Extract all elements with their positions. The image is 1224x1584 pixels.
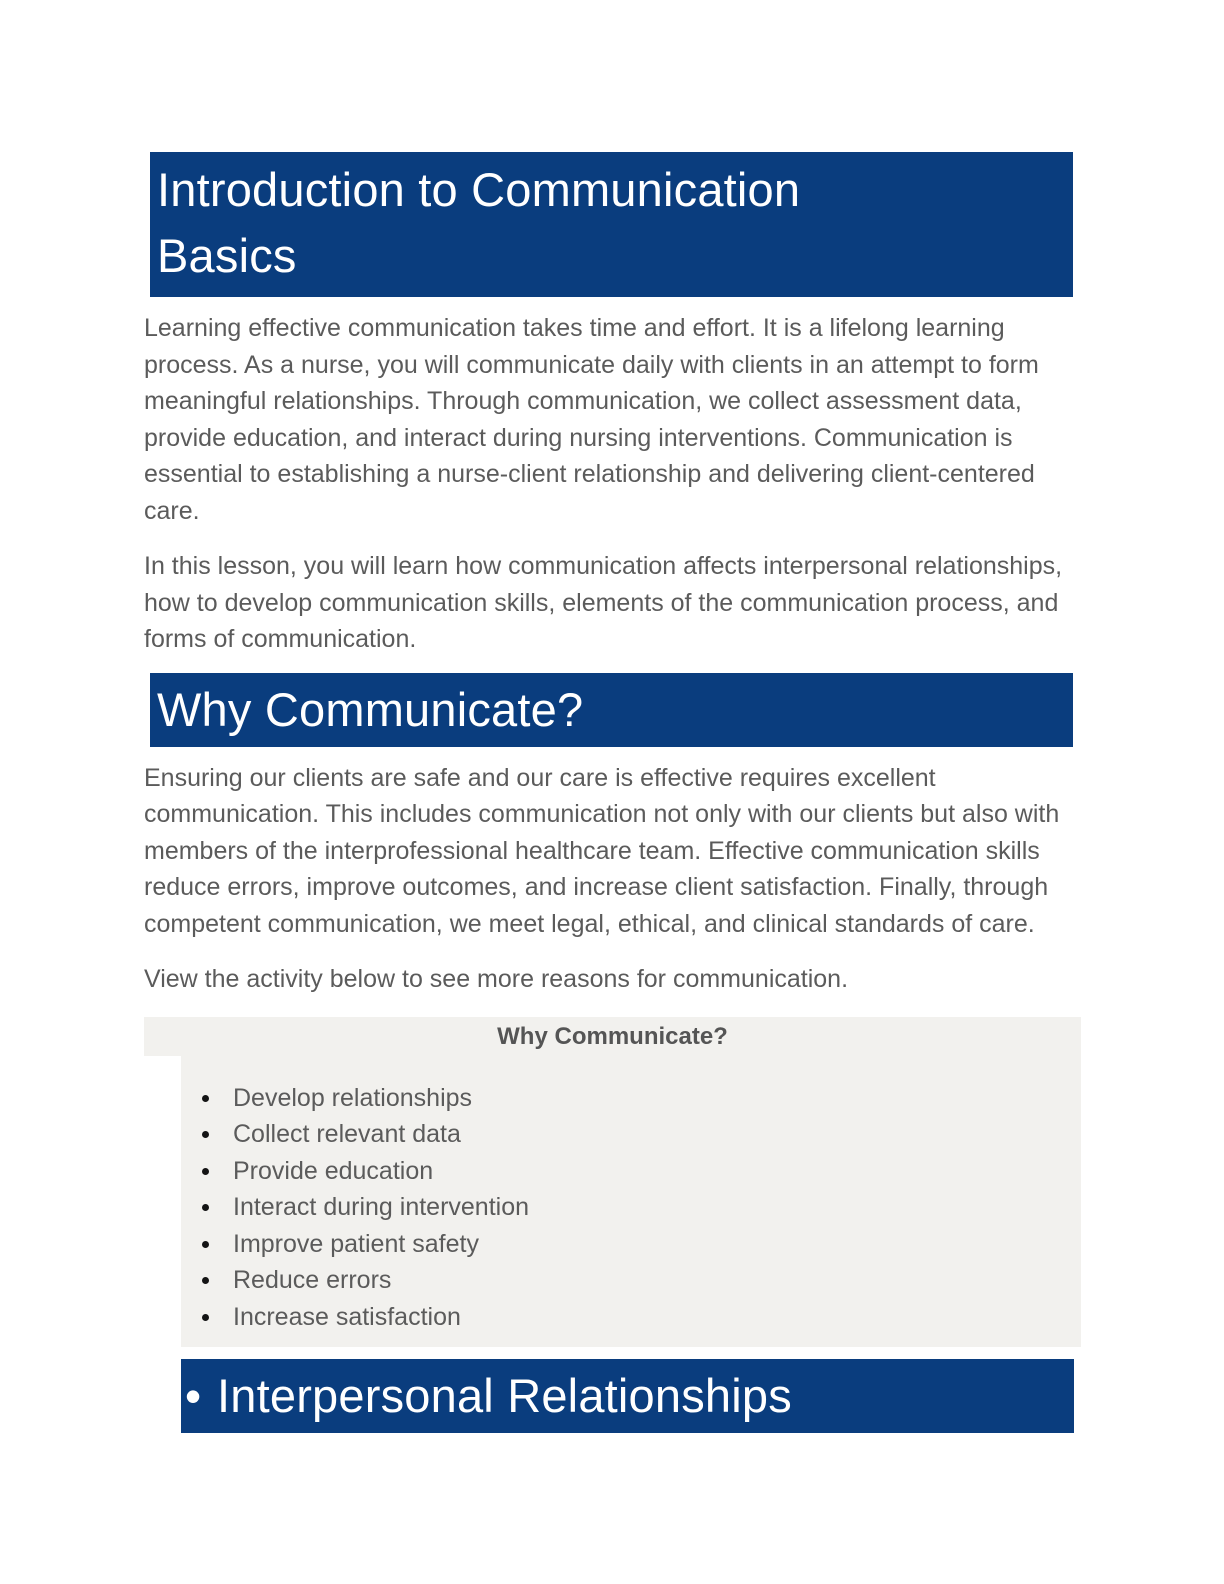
activity-list-item: • Interact during intervention <box>223 1189 1081 1226</box>
activity-list-item: • Improve patient safety <box>223 1226 1081 1263</box>
section-title-line-1: Introduction to Communication <box>157 163 801 216</box>
paragraph-intro-2: In this lesson, you will learn how communication affects interpersonal relationships, how to develop communication skills, elements of the communication process, and forms of communication. <box>144 552 1063 653</box>
paragraph-why-2: View the activity below to see more reasons for communication. <box>144 965 849 993</box>
section-banner-why-communicate <box>150 673 1073 747</box>
section-title-line-2: Basics <box>157 229 297 282</box>
section-title-why-communicate: Why Communicate? <box>157 682 584 736</box>
section-banner-interpersonal-relationships <box>181 1359 1074 1433</box>
section-banner-introduction <box>150 152 1073 297</box>
activity-title: Why Communicate? <box>144 1017 1081 1056</box>
activity-list-item: • Develop relationships <box>223 1080 1081 1117</box>
activity-box <box>144 1017 1081 1348</box>
section-title-interpersonal-relationships: Interpersonal Relationships <box>217 1369 792 1422</box>
activity-list-item: • Provide education <box>223 1153 1081 1190</box>
paragraph-why-1: Ensuring our clients are safe and our care is effective requires excellent communication. This includes communication not only with our clients but also with members of the interprofessional healthcare team. Effective communication skills reduce errors, improve outcomes, and increase client satisfaction. Finally, through competent communication, we meet legal, ethical, and clinical standards of care. <box>144 763 1060 938</box>
activity-list-item: • Increase satisfaction <box>223 1299 1081 1336</box>
activity-list-item: • Reduce errors <box>223 1262 1081 1299</box>
paragraph-intro-1: Learning effective communication takes time and effort. It is a lifelong learning process. As a nurse, you will communicate daily with clients in an attempt to form meaningful relationships. Through communication, we collect assessment data, provide education, and interact during nursing interventions. Communication is essential to establishing a nurse-client relationship and delivering client-centered care. <box>144 314 1039 525</box>
list-bullet-icon: • <box>185 1370 202 1422</box>
activity-list <box>181 1080 1081 1336</box>
activity-list-item: • Collect relevant data <box>223 1116 1081 1153</box>
activity-content <box>181 1056 1081 1348</box>
